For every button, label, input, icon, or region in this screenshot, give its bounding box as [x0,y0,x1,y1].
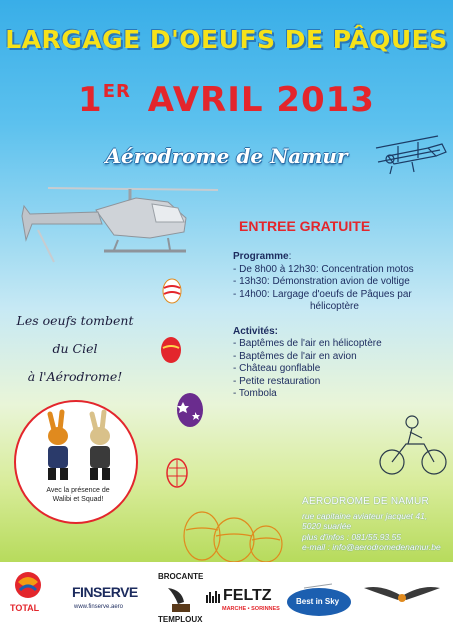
mascot-caption-line: Walibi et Squad! [52,496,104,503]
mascot-caption-line: Avec la présence de [46,487,110,494]
free-entry-label: ENTREE GRATUITE [239,218,371,234]
contact-line: e-mail : info@aerodromedenamur.be [302,542,441,552]
activities-heading: Activités: [233,325,279,337]
total-logo-text: TOTAL [10,603,40,613]
helicopter-illustration [18,180,223,265]
finserve-url: www.finserve.aero [74,604,124,610]
poster-title: LARGAGE D'OEUFS DE PÂQUES [5,25,448,54]
contact-line: plus d'infos : 081/55.93.55 [302,531,401,542]
feltz-logo-text: FELTZ [223,587,272,604]
program-item: - De 8h00 à 12h30: Concentration motos [233,263,414,275]
activity-item: - Tombola [233,388,277,399]
slogan [0,313,150,397]
mascot-badge [14,400,138,524]
activity-item: - Château gonflable [233,363,321,374]
wings-logo-icon [362,582,442,612]
activity-item: - Petite restauration [233,375,321,387]
program-item: - 13h30: Démonstration avion de voltige [233,276,410,287]
date-day: 1 [78,80,103,120]
best-in-sky-logo-text: Best in Sky [296,597,340,606]
venue-name: Aérodrome de Namur [105,144,348,168]
contact-line: 5020 suarlée [302,521,352,531]
contact-name: AERODROME DE NAMUR [302,496,430,507]
gramophone-icon [164,584,194,614]
feltz-subtitle: MARCHE • SORINNES [222,606,280,612]
program-item-continuation: hélicoptère [310,301,359,312]
mascots-illustration [30,408,126,486]
slogan-line: Les oeufs tombent [16,313,134,328]
contact-line: rue capitaine aviateur jacquet 41, [302,510,428,521]
finserve-logo-text: FINSERVE [72,584,138,600]
easter-egg-icon [175,392,205,428]
slogan-line: du Ciel [52,341,98,356]
date-suffix: ER [102,81,131,102]
date-rest: AVRIL 2013 [147,80,375,120]
feltz-logo-icon [206,590,222,604]
activity-item: - Baptêmes de l'air en hélicoptère [233,338,382,349]
sponsor-bar [0,562,453,640]
brocante-logo-bottom: TEMPLOUX [158,615,203,624]
program-item: - 14h00: Largage d'oeufs de Pâques par [233,288,412,300]
mascot-caption [16,486,138,504]
event-date [0,80,453,120]
motorbike-sketch-icon [378,402,448,480]
biplane-sketch-icon [368,126,448,181]
easter-eggs-pile-icon [178,500,288,562]
easter-egg-icon [160,336,182,364]
event-info: Programme: - De 8h00 à 12h30: Concentration motos - 13h30: Démonstration avion de voltige - 14h00: Largage d'oeufs de Pâques par hélicoptère Activités: - Baptêmes de l'air en hélicoptère - Baptêmes de l'air en avion - Château gonflable - Petite restauration - Tombola [233,251,448,401]
easter-egg-icon [162,278,182,304]
program-heading: Programme [233,251,289,262]
total-logo-icon [10,570,46,600]
slogan-line: à l'Aérodrome! [27,369,123,384]
brocante-logo-top: BROCANTE [158,572,204,581]
activity-item: - Baptêmes de l'air en avion [233,350,357,362]
contact-block [302,497,452,553]
easter-egg-icon [165,456,189,490]
